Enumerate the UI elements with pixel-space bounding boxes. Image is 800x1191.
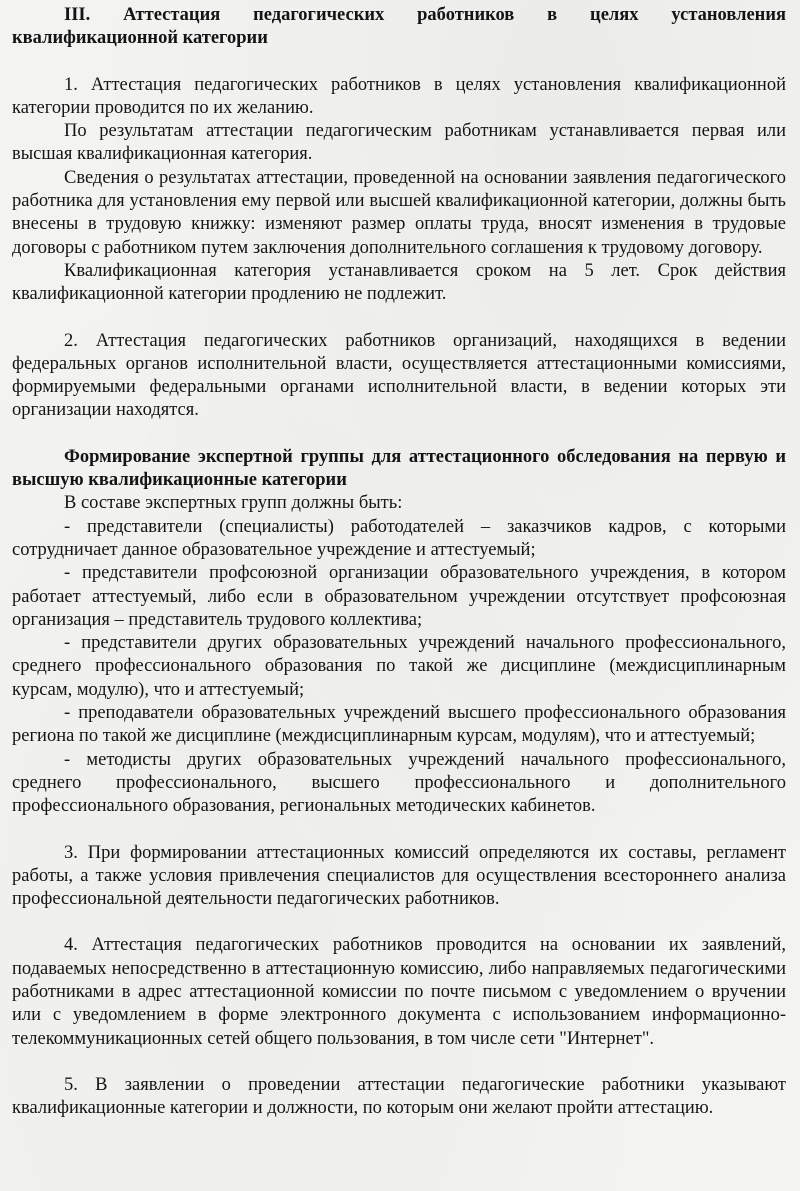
expert-item: - представители профсоюзной организации образовательного учреждения, в котором работает аттестуемый, либо если в образовательном учреждении отсутствует профсоюзная организация – представитель трудового коллектива; [12,563,786,630]
expert-item: - представители (специалисты) работодателей – заказчиков кадров, с которыми сотрудничает данное образовательное учреждение и аттестуемый; [12,516,786,560]
spacer [12,1051,786,1074]
spacer [12,911,786,934]
expert-item: - методисты других образовательных учреждений начального профессионального, среднего профессионального, высшего профессионального и дополнительного профессионального образования, региональных методических кабинетов. [12,749,786,817]
spacer [12,819,786,842]
spacer [12,51,786,74]
paragraph-1-3: Сведения о результатах аттестации, проведенной на основании заявления педагогического работника для установления ему первой или высшей квалификационной категории, должны быть внесены в трудовую книжку: изменяют размер оплаты труда, вносят изменения в трудовые договоры с работником путем заключения дополнительного соглашения к трудовому договору. [12,167,786,258]
spacer [12,423,786,446]
paragraph-3: 3. При формировании аттестационных комиссий определяются их составы, регламент работы, а также условия привлечения специалистов для осуществления всестороннего анализа профессиональной деятельности педагогических работников. [12,842,786,910]
paragraph-1: 1. Аттестация педагогических работников в целях установления квалификационной категории проводится по их желанию. [12,74,786,118]
section-title: III. Аттестация педагогических работников в целях установления квалификационной категории [12,5,786,49]
paragraph-5: 5. В заявлении о проведении аттестации педагогические работники указывают квалификационные категории и должности, по которым они желают пройти аттестацию. [12,1074,786,1119]
expert-group-heading: Формирование экспертной группы для аттестационного обследования на первую и высшую квалификационные категории [12,446,786,491]
paragraph-2: 2. Аттестация педагогических работников организаций, находящихся в ведении федеральных органов исполнительной власти, осуществляется аттестационными комиссиями, формируемыми федеральными органами исполнительной власти, в ведении которых эти организации находятся. [12,330,786,421]
paragraph-1-4: Квалификационная категория устанавливается сроком на 5 лет. Срок действия квалификационной категории продлению не подлежит. [12,260,786,305]
spacer [12,307,786,330]
paragraph-4: 4. Аттестация педагогических работников проводится на основании их заявлений, подаваемых непосредственно в аттестационную комиссию, либо направляемых педагогическими работниками в адрес аттестационной комиссии по почте письмом с уведомлением о вручении или с уведомлением в форме электронного документа с использованием информационно-телекоммуникационных сетей общего пользования, в том числе сети "Интернет". [12,935,786,1049]
expert-group-intro: В составе экспертных групп должны быть: [64,493,403,514]
expert-item: - преподаватели образовательных учреждений высшего профессионального образования региона по такой же дисциплине (междисциплинарным курсам, модулям), что и аттестуемый; [12,703,786,747]
expert-item: - представители других образовательных учреждений начального профессионального, среднего профессионального образования по такой же дисциплине (междисциплинарным курсам, модулю), что и аттестуемый; [12,633,786,700]
paragraph-1-2: По результатам аттестации педагогическим работникам устанавливается первая или высшая квалификационная категория. [12,121,786,165]
